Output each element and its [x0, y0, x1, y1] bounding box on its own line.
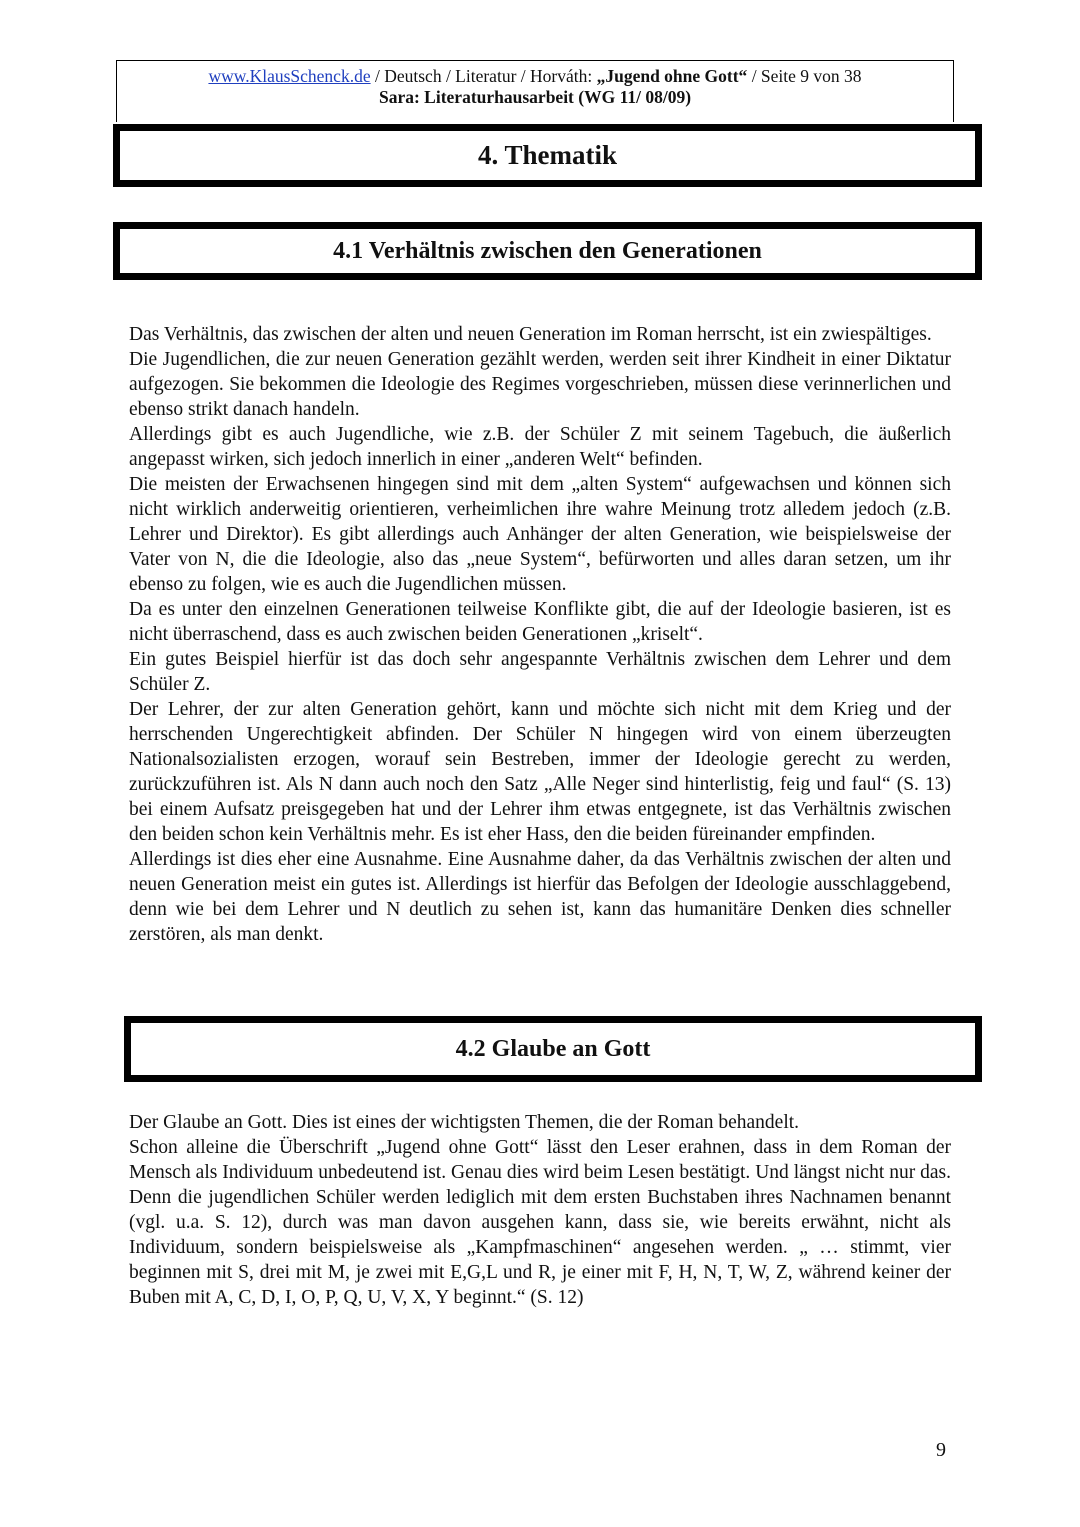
book-title: „Jugend ohne Gott“ — [596, 66, 748, 86]
paragraph: Der Lehrer, der zur alten Generation gehört, kann und möchte sich nicht mit dem Krieg und der herrschenden Ungerechtigkeit abfinden. Der Schüler N hingegen wird von einem überzeugten Nationalsozialisten erzogen, worauf sein Bestreben, immer der Ideologie gerecht zu werden, zurückzuführen ist. Als N dann auch noch den Satz „Alle Neger sind hinterlistig, feig und faul“ (S. 13) bei einem Aufsatz preisgegeben hat und der Lehrer ihm etwas entgegnete, ist das Verhältnis zwischen den beiden schon kein Verhältnis mehr. Es ist eher Hass, den die beiden füreinander empfinden. — [129, 699, 951, 845]
paragraph: Ein gutes Beispiel hierfür ist das doch sehr angespannte Verhältnis zwischen dem Lehrer und dem Schüler Z. — [129, 649, 951, 695]
paragraph: Allerdings ist dies eher eine Ausnahme. Eine Ausnahme daher, da das Verhältnis zwischen der alten und neuen Generation meist ein gutes ist. Allerdings ist hierfür das Befolgen der Ideologie ausschlaggebend, denn wie bei dem Lehrer und N deutlich zu sehen ist, kann das humanitäre Denken dies schneller zerstören, als man denkt. — [129, 849, 951, 945]
header-page-info: / Seite 9 von 38 — [747, 66, 862, 86]
page-header — [116, 60, 954, 122]
website-link[interactable]: www.KlausSchenck.de — [208, 66, 371, 86]
page-number: 9 — [936, 1439, 946, 1461]
paragraph: Allerdings gibt es auch Jugendliche, wie z.B. der Schüler Z mit seinem Tagebuch, die äußerlich angepasst wirken, sich jedoch innerlich in einer „anderen Welt“ befinden. — [129, 424, 951, 470]
paragraph: Schon alleine die Überschrift „Jugend ohne Gott“ lässt den Leser erahnen, dass in dem Roman der Mensch als Individuum unbedeutend ist. Genau dies wird beim Lesen bestätigt. Und längst nicht nur das. Denn die jugendlichen Schüler werden lediglich mit dem ersten Buchstaben ihres Nachnamen benannt (vgl. u.a. S. 12), durch was man davon ausgehen kann, dass sie, wie bereits erwähnt, nicht als Individuum, sondern beispielsweise als „Kampfmaschinen“ angesehen werden. „ … stimmt, vier beginnen mit S, drei mit M, je zwei mit E,G,L und R, je einer mit F, H, N, T, W, Z, während keiner der Buben mit A, C, D, I, O, P, Q, U, V, X, Y beginnt.“ (S. 12) — [129, 1137, 951, 1308]
subsection-heading-box-1 — [113, 222, 982, 280]
body-text-1 — [129, 322, 951, 947]
body-text-2 — [129, 1110, 951, 1310]
section-heading-box — [113, 124, 982, 187]
paragraph: Die Jugendlichen, die zur neuen Generation gezählt werden, werden seit ihrer Kindheit in einer Diktatur aufgezogen. Sie bekommen die Ideologie des Regimes vorgeschrieben, müssen diese verinnerlichen und ebenso strikt danach handeln. — [129, 349, 951, 420]
paragraph: Das Verhältnis, das zwischen der alten und neuen Generation im Roman herrscht, ist ein zwiespältiges. — [129, 324, 932, 345]
subsection-heading-2: 4.2 Glaube an Gott — [455, 1035, 651, 1062]
subsection-heading-1: 4.1 Verhältnis zwischen den Generationen — [333, 237, 762, 264]
section-heading: 4. Thematik — [477, 140, 618, 170]
paragraph: Die meisten der Erwachsenen hingegen sind mit dem „alten System“ aufgewachsen und können sich nicht wirklich anderweitig orientieren, verheimlichen ihre wahre Meinung trotz alledem jedoch (z.B. Lehrer und Direktor). Es gibt allerdings auch Anhänger der alten Generation, wie beispielsweise der Vater von N, die die Ideologie, also das „neue System“, befürworten und alles daran setzen, um ihr ebenso zu folgen, wie es auch die Jugendlichen müssen. — [129, 474, 951, 595]
header-line-1 — [117, 66, 953, 87]
paragraph: Da es unter den einzelnen Generationen teilweise Konflikte gibt, die auf der Ideologie basieren, ist es nicht überraschend, dass es auch zwischen beiden Generationen „kriselt“. — [129, 599, 951, 645]
subsection-heading-box-2 — [124, 1016, 982, 1082]
header-path: / Deutsch / Literatur / Horváth: — [370, 66, 597, 86]
paragraph: Der Glaube an Gott. Dies ist eines der wichtigsten Themen, die der Roman behandelt. — [129, 1112, 800, 1133]
header-line-2: Sara: Literaturhausarbeit (WG 11/ 08/09) — [378, 87, 692, 107]
